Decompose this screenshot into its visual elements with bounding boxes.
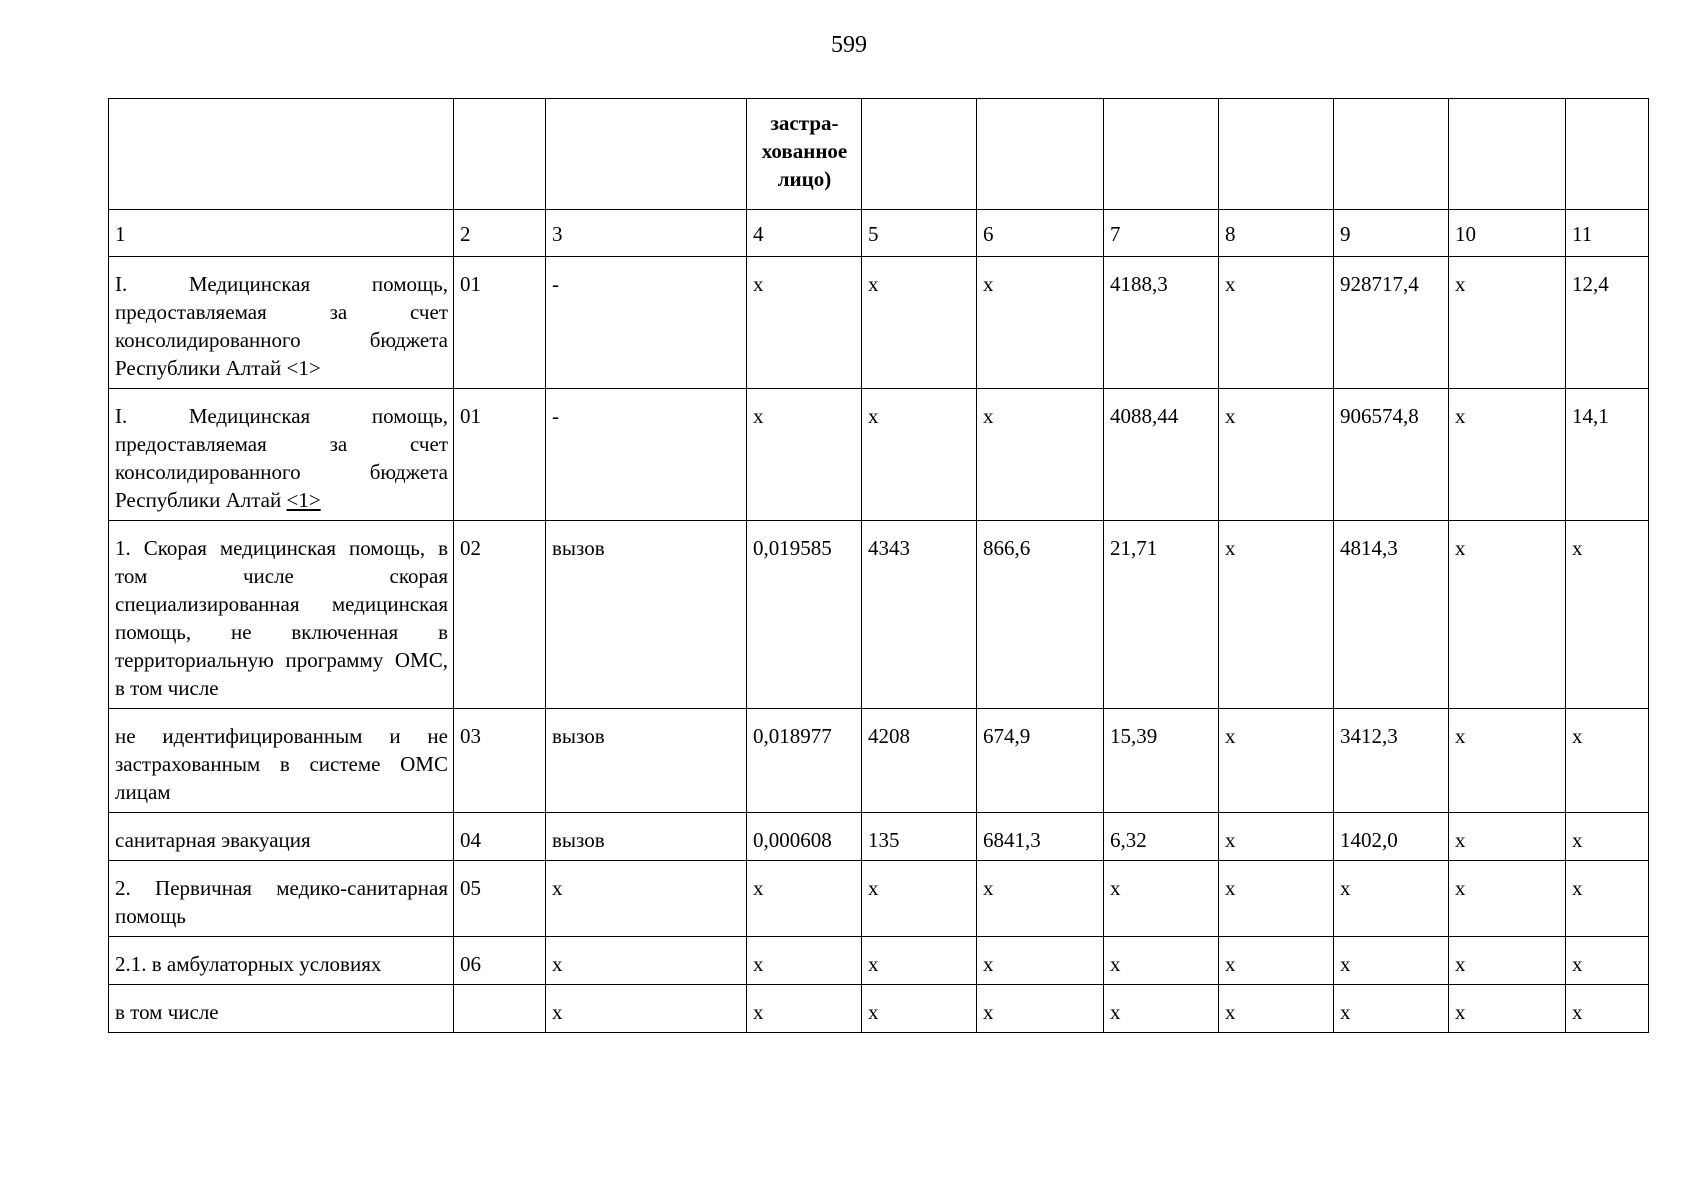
table-row [109, 257, 1649, 389]
table-cell: х [1219, 813, 1334, 861]
row-code: 03 [454, 709, 546, 813]
table-cell: х [1566, 985, 1649, 1033]
row-description: I. Медицинская помощь, предоставляемая за счет консолидированного бюджета Республики Алтай <1> [109, 257, 454, 389]
table-cell: х [1449, 813, 1566, 861]
header-cell [1219, 99, 1334, 210]
header-cell [977, 99, 1104, 210]
table-cell: х [1219, 937, 1334, 985]
header-cell [546, 99, 747, 210]
table-row [109, 521, 1649, 709]
row-description [109, 389, 454, 521]
data-table [108, 98, 1649, 1033]
table-cell: х [1104, 985, 1219, 1033]
table-row [109, 709, 1649, 813]
table-cell: х [1449, 937, 1566, 985]
column-number: 8 [1219, 210, 1334, 257]
table-cell: 6841,3 [977, 813, 1104, 861]
header-cell-insured-person: застра-хованное лицо) [747, 99, 862, 210]
table-cell: х [1334, 937, 1449, 985]
table-cell: х [862, 937, 977, 985]
table-cell: х [747, 861, 862, 937]
column-number: 2 [454, 210, 546, 257]
table-cell: 14,1 [1566, 389, 1649, 521]
table-cell: х [1219, 985, 1334, 1033]
row-description-text: I. Медицинская помощь, предоставляемая за счет консолидированного бюджета Республики Алтай [115, 404, 448, 512]
table-cell: х [1334, 985, 1449, 1033]
header-row [109, 99, 1649, 210]
table-cell: х [1566, 937, 1649, 985]
table-cell: х [747, 257, 862, 389]
column-number: 6 [977, 210, 1104, 257]
row-description: 2. Первичная медико-санитарная помощь [109, 861, 454, 937]
table-cell: х [1219, 709, 1334, 813]
row-code [454, 985, 546, 1033]
column-number: 7 [1104, 210, 1219, 257]
row-description: 1. Скорая медицинская помощь, в том числе скорая специализированная медицинская помощь, не включенная в территориальную программу ОМС, в том числе [109, 521, 454, 709]
table-cell: х [546, 985, 747, 1033]
row-description: не идентифицированным и не застрахованным в системе ОМС лицам [109, 709, 454, 813]
table-cell: х [1449, 861, 1566, 937]
table-cell: х [1334, 861, 1449, 937]
table-cell: 3412,3 [1334, 709, 1449, 813]
table-cell: х [1449, 709, 1566, 813]
header-cell [1449, 99, 1566, 210]
table-cell: х [862, 861, 977, 937]
row-code: 05 [454, 861, 546, 937]
page-number: 599 [831, 32, 867, 58]
table-cell: х [977, 389, 1104, 521]
table-cell: 15,39 [1104, 709, 1219, 813]
table-cell: 674,9 [977, 709, 1104, 813]
table-row [109, 861, 1649, 937]
table-row [109, 813, 1649, 861]
table-cell: 928717,4 [1334, 257, 1449, 389]
table-cell: - [546, 257, 747, 389]
table-cell: вызов [546, 709, 747, 813]
header-cell [454, 99, 546, 210]
table-cell: 4343 [862, 521, 977, 709]
table-cell: 4814,3 [1334, 521, 1449, 709]
table-cell: 1402,0 [1334, 813, 1449, 861]
table-cell: 12,4 [1566, 257, 1649, 389]
table-cell: 906574,8 [1334, 389, 1449, 521]
table-cell: х [546, 937, 747, 985]
header-cell [862, 99, 977, 210]
table-cell: х [1104, 861, 1219, 937]
row-description: в том числе [109, 985, 454, 1033]
table-cell: х [1219, 521, 1334, 709]
table-cell: 4188,3 [1104, 257, 1219, 389]
table-cell: х [1449, 985, 1566, 1033]
table-cell: 6,32 [1104, 813, 1219, 861]
table-cell: 0,019585 [747, 521, 862, 709]
table-cell: х [1449, 257, 1566, 389]
header-cell [1104, 99, 1219, 210]
table-cell: х [1219, 861, 1334, 937]
column-number: 9 [1334, 210, 1449, 257]
table-cell: 4208 [862, 709, 977, 813]
column-number: 3 [546, 210, 747, 257]
column-number: 4 [747, 210, 862, 257]
table-cell: х [1449, 389, 1566, 521]
footnote-link[interactable]: <1> [286, 488, 321, 512]
table-cell: х [747, 937, 862, 985]
table-cell: 21,71 [1104, 521, 1219, 709]
table-cell: х [1566, 813, 1649, 861]
header-cell [1334, 99, 1449, 210]
table-cell: х [977, 861, 1104, 937]
table-cell: 135 [862, 813, 977, 861]
table-cell: х [747, 389, 862, 521]
row-code: 02 [454, 521, 546, 709]
table-cell: х [546, 861, 747, 937]
table-cell: х [862, 985, 977, 1033]
table-cell: х [1566, 709, 1649, 813]
table-cell: х [747, 985, 862, 1033]
header-cell [1566, 99, 1649, 210]
table-cell: вызов [546, 521, 747, 709]
table-cell: - [546, 389, 747, 521]
row-description: санитарная эвакуация [109, 813, 454, 861]
table-cell: х [1104, 937, 1219, 985]
table-cell: 866,6 [977, 521, 1104, 709]
table-cell: 0,000608 [747, 813, 862, 861]
table-cell: х [1449, 521, 1566, 709]
table-cell: х [1219, 389, 1334, 521]
column-number: 5 [862, 210, 977, 257]
column-number-row [109, 210, 1649, 257]
table-cell: х [977, 257, 1104, 389]
row-code: 01 [454, 257, 546, 389]
header-cell [109, 99, 454, 210]
column-number: 11 [1566, 210, 1649, 257]
row-code: 04 [454, 813, 546, 861]
row-code: 06 [454, 937, 546, 985]
table-cell: вызов [546, 813, 747, 861]
table-cell: х [1566, 521, 1649, 709]
table-row [109, 389, 1649, 521]
table-cell: х [977, 985, 1104, 1033]
table-cell: х [862, 389, 977, 521]
column-number: 10 [1449, 210, 1566, 257]
table-row [109, 937, 1649, 985]
table-cell: 4088,44 [1104, 389, 1219, 521]
table-cell: х [977, 937, 1104, 985]
column-number: 1 [109, 210, 454, 257]
row-code: 01 [454, 389, 546, 521]
row-description: 2.1. в амбулаторных условиях [109, 937, 454, 985]
table-cell: х [862, 257, 977, 389]
table-cell: 0,018977 [747, 709, 862, 813]
table-cell: х [1219, 257, 1334, 389]
table-cell: х [1566, 861, 1649, 937]
table-row [109, 985, 1649, 1033]
